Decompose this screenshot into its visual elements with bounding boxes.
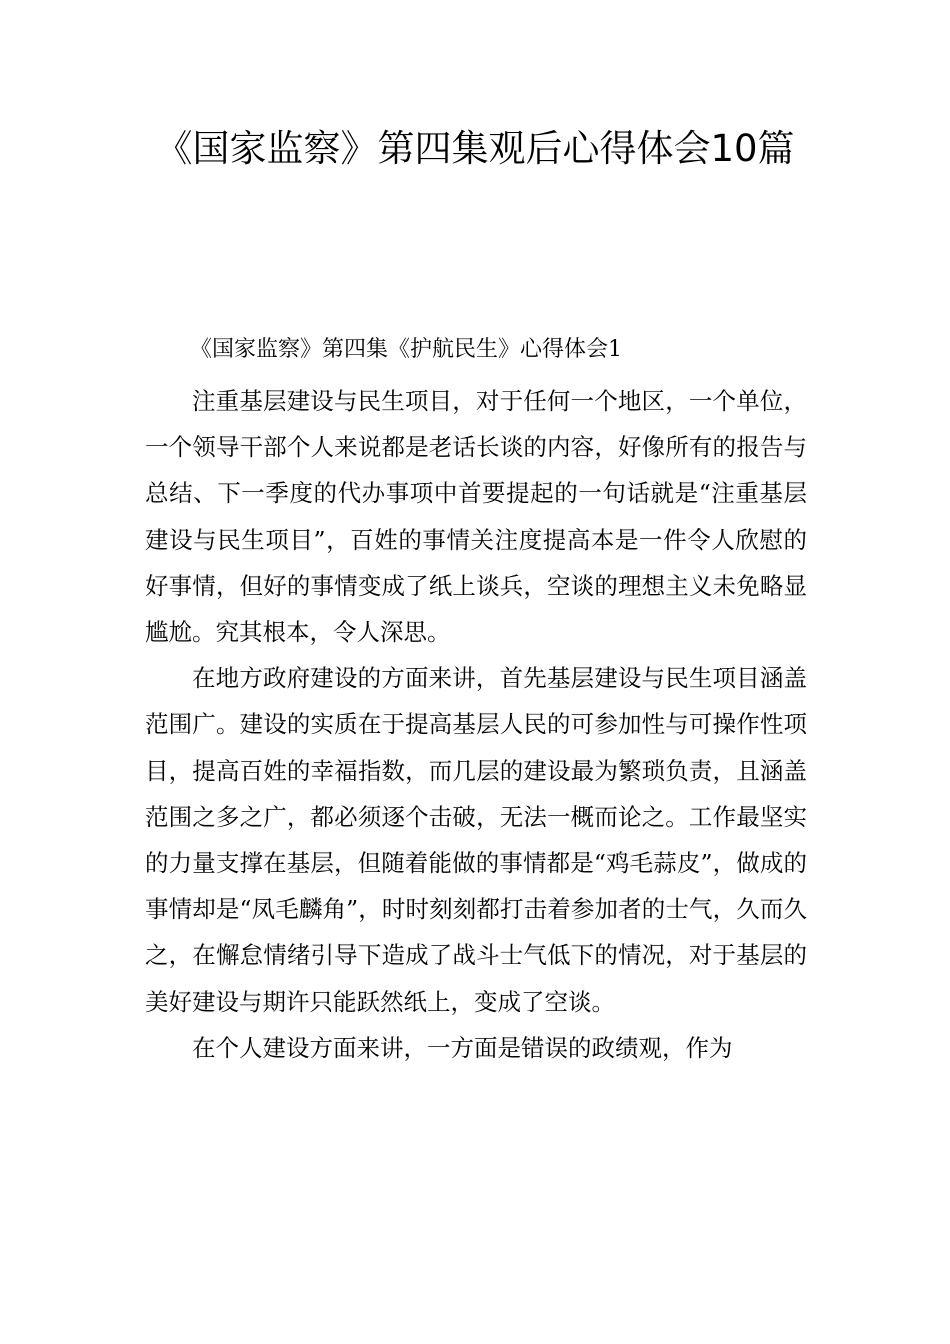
document-title: 《国家监察》第四集观后心得体会10篇 — [155, 127, 795, 170]
section-heading: 《国家监察》第四集《护航民生》心得体会1 — [190, 337, 622, 362]
paragraph-2: 在地方政府建设的方面来讲，首先基层建设与民生项目涵盖范围广。建设的实质在于提高基层人民的可参加性与可操作性项目，提高百姓的幸福指数，而几层的建设最为繁琐负责，且涵盖范围之多之广，都必须逐个击破，无法一概而论之。工作最坚实的力量支撑在基层，但随着能做的事情都是“鸡毛蒜皮”，做成的事情却是“凤毛麟角”，时时刻刻都打击着参加者的士气，久而久之，在懈怠情绪引导下造成了战斗士气低下的情况，对于基层的美好建设与期许只能跃然纸上，变成了空谈。 — [145, 664, 807, 1016]
paragraph-1: 注重基层建设与民生项目，对于任何一个地区，一个单位，一个领导干部个人来说都是老话长谈的内容，好像所有的报告与总结、下一季度的代办事项中首要提起的一句话就是“注重基层建设与民生项目”，百姓的事情关注度提高本是一件令人欣慰的好事情，但好的事情变成了纸上谈兵，空谈的理想主义未免略显尴尬。究其根本，令人深思。 — [145, 387, 807, 647]
document-body — [145, 378, 807, 1071]
paragraph-3: 在个人建设方面来讲，一方面是错误的政绩观，作为 — [192, 1033, 733, 1062]
